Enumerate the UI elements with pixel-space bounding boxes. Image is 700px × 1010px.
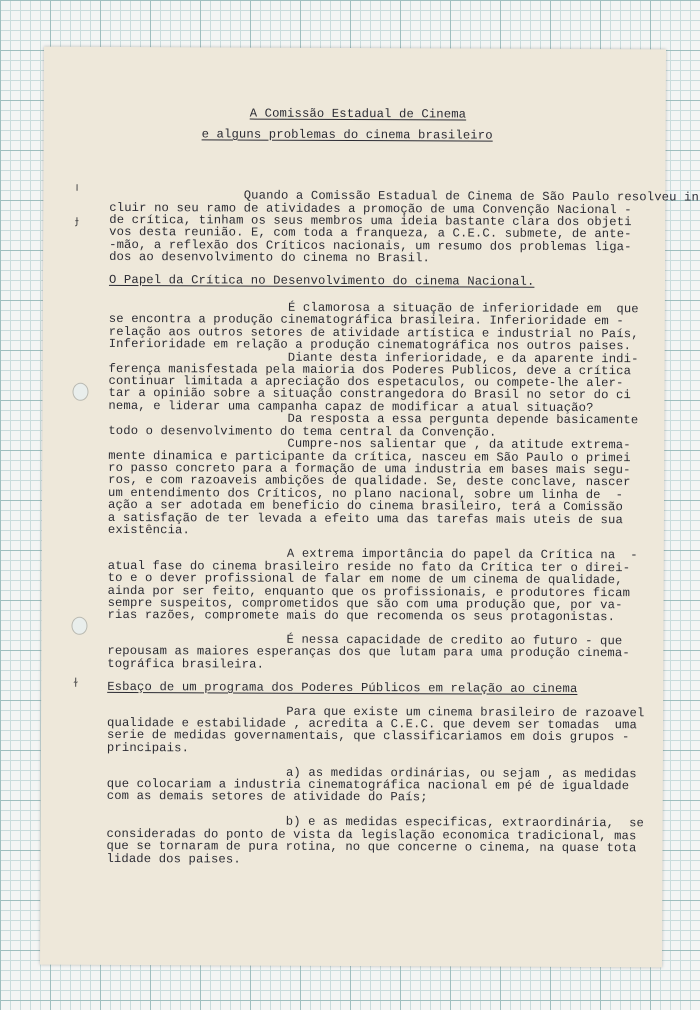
text-line: serie de medidas governamentais, que classificariamos em dois grupos - (106, 727, 630, 745)
text-line: A extrema importância do papel da Crítica na - (107, 545, 638, 563)
punch-hole (72, 383, 88, 401)
text-line: a satisfação de ter levada a efeito uma das tarefas mais uteis de sua (107, 510, 623, 528)
text-line: Diante desta inferioridade, e da aparente indi- (108, 349, 639, 367)
text-line: cluir no seu ramo de atividades a promoção de uma Convenção Nacional - (109, 200, 632, 218)
text-line: Inferioridade em relação a produção cinematográfica nos outros paises. (108, 336, 632, 354)
text-line: consideradas do ponto de vista da legislação economica tradicional, mas (106, 826, 637, 844)
text-line: de crítica, tinham os seus membros uma ideia bastante clara dos objeti (109, 212, 632, 230)
section-heading: O Papel da Crítica no Desenvolvimento do cinema Nacional. (108, 272, 535, 289)
text-line: atual fase do cinema brasileiro reside no fato da Crítica ter o direi- (107, 558, 631, 576)
text-line: existência. (107, 522, 191, 538)
text-line: ros, e com razoaveis ambições de qualidade. Se, deste conclave, nascer (108, 472, 631, 490)
text-line: ro passo concreto para a formação de uma industria em bases mais segu- (108, 460, 631, 478)
text-line: tar a opinião sobre a situação constrangedora do Brasil no setor do ci (108, 385, 631, 403)
text-line: ferença manisfestada pela maioria dos Poderes Publicos, deve a crítica (108, 361, 632, 379)
text-line: Quando a Comissão Estadual de Cinema de São Paulo resolveu in (109, 187, 700, 205)
text-line: ainda por ser feito, enquanto que os profissionais, e produtores ficam (107, 583, 631, 601)
section-heading: Esbaço de um programa dos Poderes Públicos em relação ao cinema (107, 679, 578, 696)
paper-sheet (40, 47, 700, 968)
text-line: rias razões, compromete mais do que recomenda os seus protagonistas. (107, 607, 616, 625)
text-line: ação a ser adotada em beneficio do cinema brasileiro, terá a Comissão (107, 497, 624, 515)
text-line: vos desta reunião. E, com toda a franqueza, a C.E.C. submete, de ante- (109, 224, 632, 242)
text-line: um entendimento dos Críticos, no plano nacional, sobre um linha de - (108, 485, 624, 503)
margin-mark: ı (75, 179, 79, 194)
text-line: dos ao desenvolvimento do cinema no Brasil. (109, 249, 431, 266)
text-line: to e o dever profissional de falar em nome de um cinema de qualidade, (107, 570, 623, 588)
text-line: Para que existe um cinema brasileiro de razoavel (107, 703, 645, 721)
punch-hole (71, 617, 87, 635)
text-line: continuar limitada a apreciação dos espetaculos, ou compete-lhe aler- (108, 373, 624, 391)
text-line: nema, e liderar uma campanha capaz de modificar a atual situação? (108, 398, 594, 416)
text-line: com as demais setores de atividade do País; (106, 788, 428, 805)
text-line: relação aos outros setores de atividade artística e industrial no País, (108, 324, 639, 342)
margin-mark: ɟ (75, 212, 79, 227)
text-line: -mão, a reflexão dos Críticos nacionais, um resumo dos problemas liga- (109, 237, 632, 255)
text-line: principais. (106, 740, 190, 756)
text-line: todo o desenvolvimento do tema central da Convenção. (108, 423, 497, 440)
text-line: se encontra a produção cinematográfica brasileira. Inferioridade em - (108, 311, 624, 329)
text-line: Da resposta a essa pergunta depende basicamente (108, 410, 639, 428)
text-line: Cumpre-nos salientar que , da atitude extrema- (108, 435, 631, 453)
text-line: É nessa capacidade de credito ao futuro - que (107, 631, 623, 649)
text-line: É clamorosa a situação de inferioridade em que (108, 299, 639, 317)
text-line: lidade dos paises. (106, 851, 241, 867)
text-line: tográfica brasileira. (107, 656, 265, 672)
text-line: b) e as medidas especificas, extraordinária, se (106, 813, 645, 831)
title-line-2: e alguns problemas do cinema brasileiro (201, 127, 493, 143)
margin-mark: ɫ (73, 675, 79, 690)
text-line: que se tornaram de pura rotina, no que concerne o cinema, na quase tota (106, 838, 637, 856)
text-line: repousam as maiores esperanças dos que lutam para uma produção cinema- (107, 643, 630, 661)
text-line: que colocariam a industria cinematográfica nacional em pé de igualdade (106, 776, 630, 794)
title-line-1: A Comissão Estadual de Cinema (249, 106, 467, 122)
text-line: a) as medidas ordinárias, ou sejam , as medidas (106, 764, 637, 782)
text-line: qualidade e estabilidade , acredita a C.E.C. que devem ser tomadas uma (107, 715, 638, 733)
text-line: mente dinamica e participante da crítica, nasceu em São Paulo o primei (108, 448, 631, 466)
body-text (106, 47, 700, 967)
text-line: sempre suspeitos, comprometidos que são com uma produção que, por va- (107, 595, 623, 613)
